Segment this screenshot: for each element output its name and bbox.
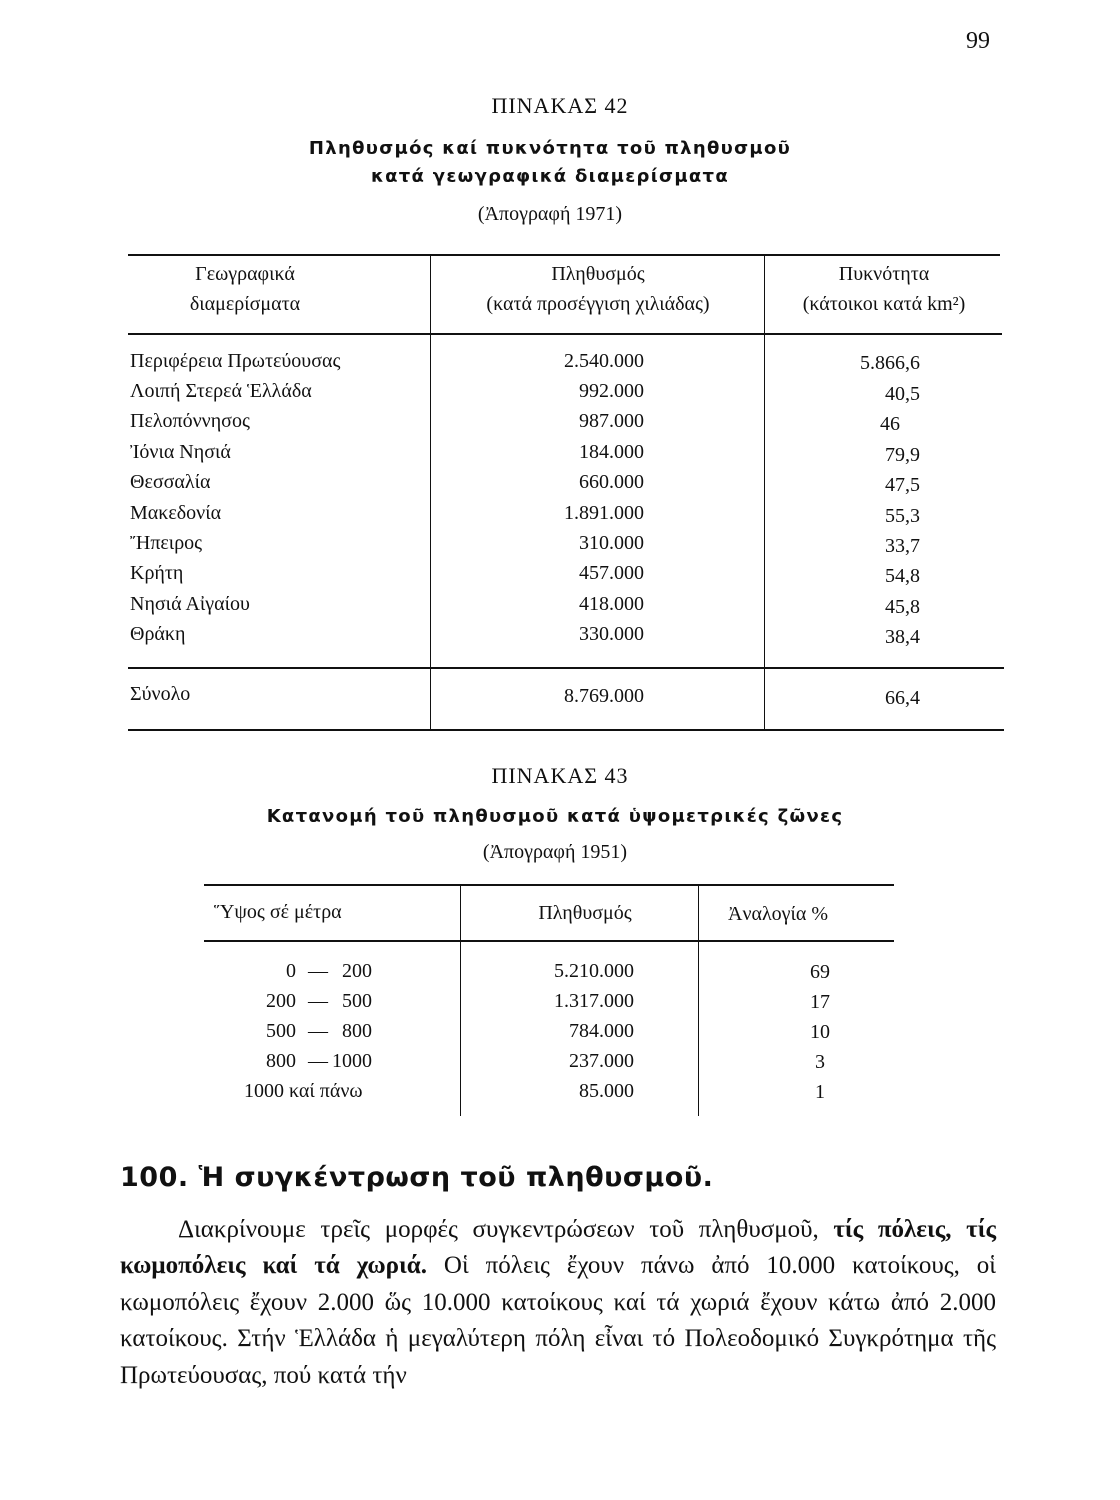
region-cell: Θεσσαλία (130, 471, 211, 493)
table-42-title-line2: κατά γεωγραφικά διαμερίσματα (370, 166, 730, 187)
density-cell: 38,4 (885, 626, 920, 648)
table-43-title: Κατανομή τοῦ πληθυσμοῦ κατά ὑψομετρικές ζῶνες (266, 806, 844, 827)
altitude-to: 500 (342, 990, 372, 1012)
altitude-dash: — (308, 960, 328, 982)
population-cell: 5.210.000 (554, 960, 634, 982)
header-region-line1: Γεωγραφικά (195, 263, 295, 285)
altitude-from: 800 (266, 1050, 296, 1072)
region-cell: Θράκη (130, 623, 186, 645)
density-cell: 46 (880, 413, 900, 435)
density-cell: 33,7 (885, 535, 920, 557)
density-cell: 54,8 (885, 565, 920, 587)
altitude-to: 1000 (332, 1050, 372, 1072)
population-cell: 2.540.000 (564, 350, 644, 372)
ratio-cell: 3 (815, 1051, 825, 1073)
table-42-header-rule (128, 333, 1002, 335)
altitude-dash: — (308, 990, 328, 1012)
altitude-from: 0 (286, 960, 296, 982)
paragraph-bold-text: τίς πόλεις, τίς κωμοπόλεις καί τά χωριά. (120, 1216, 997, 1280)
table-42-bottom-rule (128, 729, 1004, 731)
table-43-divider-2 (698, 884, 699, 1116)
ratio-cell: 10 (810, 1021, 830, 1043)
table-42-divider-2 (764, 254, 765, 729)
altitude-dash: — (308, 1050, 328, 1072)
population-cell: 85.000 (579, 1080, 634, 1102)
table-42-label: ΠΙΝΑΚΑΣ 42 (491, 93, 629, 118)
ratio-cell: 1 (815, 1081, 825, 1103)
region-cell: Ἰόνια Νησιά (130, 441, 231, 463)
region-cell: Λοιπή Στερεά Ἑλλάδα (130, 380, 312, 402)
table-42-title-line1: Πληθυσμός καί πυκνότητα τοῦ πληθυσμοῦ (308, 138, 792, 159)
ratio-cell: 69 (810, 961, 830, 983)
section-paragraph (120, 1212, 996, 1394)
density-cell: 5.866,6 (860, 352, 920, 374)
header-population-line1: Πληθυσμός (551, 263, 645, 285)
density-cell: 47,5 (885, 474, 920, 496)
table-43-header-rule (204, 940, 894, 942)
total-population: 8.769.000 (564, 685, 644, 707)
population-cell: 987.000 (579, 410, 644, 432)
table-43-header-altitude: Ὕψος σέ μέτρα (214, 901, 342, 923)
altitude-cell: 1000 καί πάνω (244, 1080, 363, 1102)
altitude-from: 200 (266, 990, 296, 1012)
density-cell: 79,9 (885, 444, 920, 466)
table-43-top-rule (204, 884, 894, 886)
table-43-header-population: Πληθυσμός (538, 902, 632, 924)
population-cell: 310.000 (579, 532, 644, 554)
altitude-dash: — (308, 1020, 328, 1042)
population-cell: 784.000 (569, 1020, 634, 1042)
table-42-header-region (130, 259, 360, 319)
header-density-line1: Πυκνότητα (838, 263, 930, 285)
table-43-subtitle: (Ἀπογραφή 1951) (482, 841, 628, 863)
altitude-to: 800 (342, 1020, 372, 1042)
altitude-from: 500 (266, 1020, 296, 1042)
region-cell: Νησιά Αἰγαίου (130, 593, 250, 615)
population-cell: 992.000 (579, 380, 644, 402)
population-cell: 1.891.000 (564, 502, 644, 524)
table-42-top-rule (128, 254, 1000, 256)
region-cell: Πελοπόννησος (130, 410, 250, 432)
page-number: 99 (966, 28, 990, 54)
population-cell: 660.000 (579, 471, 644, 493)
density-cell: 55,3 (885, 505, 920, 527)
altitude-to: 200 (342, 960, 372, 982)
header-density-line2: (κάτοικοι κατά km²) (802, 293, 966, 315)
header-region-line2: διαμερίσματα (189, 293, 301, 315)
population-cell: 457.000 (579, 562, 644, 584)
table-43-header-ratio: Ἀναλογία % (728, 903, 829, 925)
table-42-subtitle: (Ἀπογραφή 1971) (477, 203, 623, 225)
header-population-line2: (κατά προσέγγιση χιλιάδας) (486, 293, 710, 315)
population-cell: 184.000 (579, 441, 644, 463)
population-cell: 237.000 (569, 1050, 634, 1072)
total-density: 66,4 (885, 687, 920, 709)
table-42-header-population (432, 259, 764, 319)
table-42-total-rule (128, 667, 1004, 669)
region-cell: Ἤπειρος (130, 532, 203, 554)
table-42-divider-1 (430, 254, 431, 729)
population-cell: 1.317.000 (554, 990, 634, 1012)
population-cell: 330.000 (579, 623, 644, 645)
density-cell: 40,5 (885, 383, 920, 405)
paragraph-text-2: Οἱ πόλεις ἔχουν πάνω ἀπό 10.000 κατοίκους, οἱ κωμοπόλεις ἔχουν 2.000 ὥς 10.000 κατοίκους καί τά χωριά ἔχουν κάτω ἀπό 2.000 κατοίκους. Στήν Ἑλλάδα ἡ μεγαλύτερη πόλη εἶναι τό Πολεοδομικό Συγκρότημα τῆς Πρωτεύουσας, πού κατά τήν (120, 1252, 997, 1389)
paragraph-text-1: Διακρίνουμε τρεῖς μορφές συγκεντρώσεων τοῦ πληθυσμοῦ, (178, 1216, 834, 1243)
section-heading: 100. Ἡ συγκέντρωση τοῦ πληθυσμοῦ. (120, 1162, 714, 1193)
region-cell: Μακεδονία (130, 502, 222, 524)
total-label: Σύνολο (130, 683, 191, 705)
table-43-divider-1 (460, 884, 461, 1116)
density-cell: 45,8 (885, 596, 920, 618)
region-cell: Περιφέρεια Πρωτεύουσας (130, 350, 341, 372)
region-cell: Κρήτη (130, 562, 184, 584)
table-42-header-density (766, 259, 1002, 319)
population-cell: 418.000 (579, 593, 644, 615)
table-43-label: ΠΙΝΑΚΑΣ 43 (491, 763, 629, 788)
ratio-cell: 17 (810, 991, 830, 1013)
